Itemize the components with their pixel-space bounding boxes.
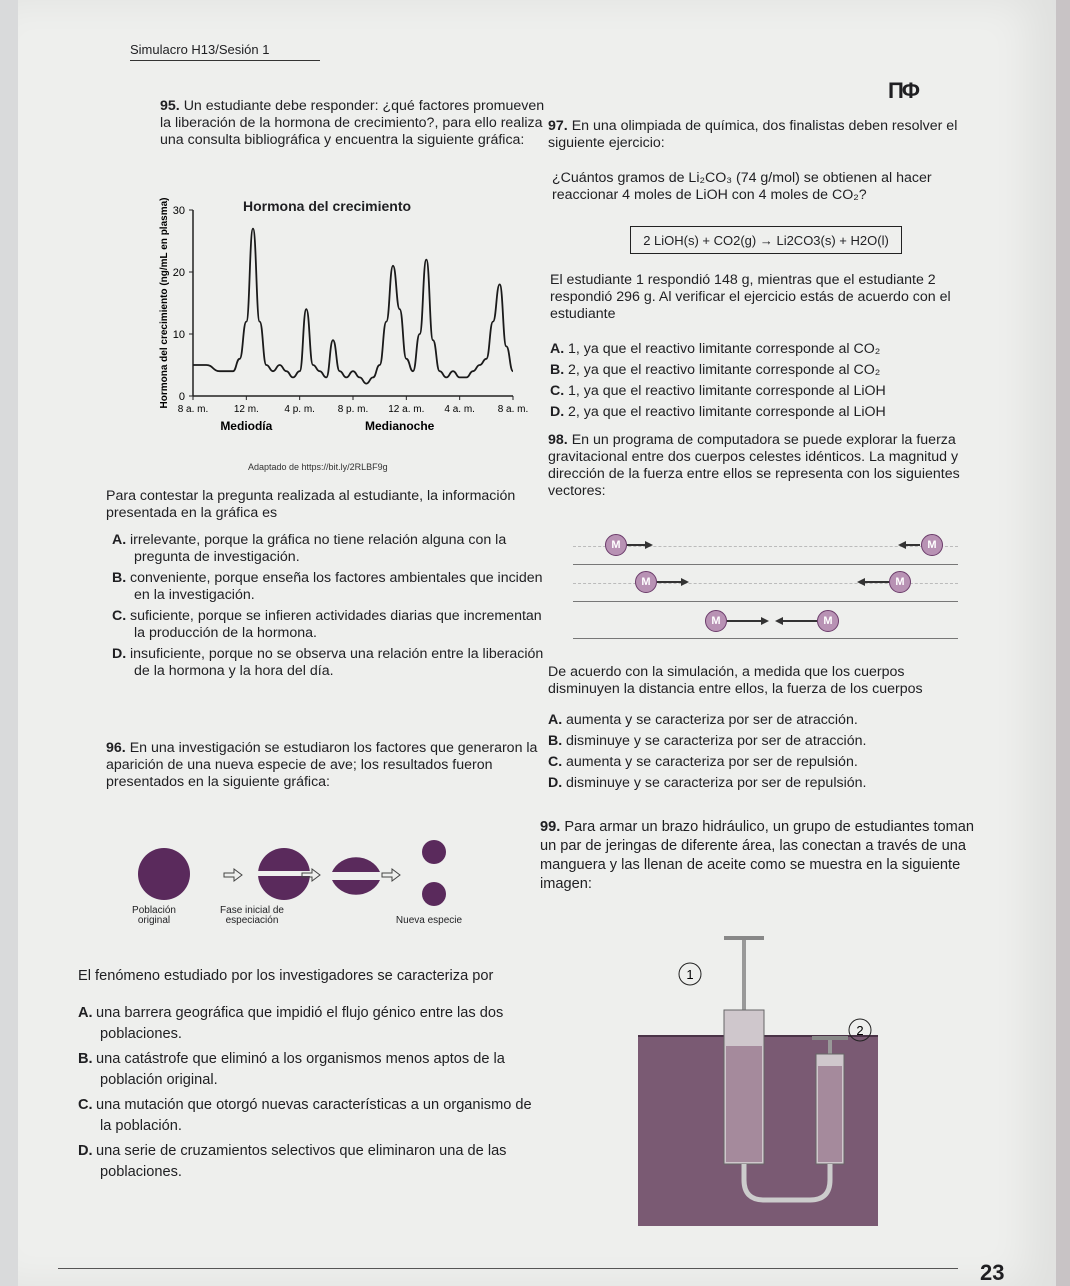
option-d (112, 646, 546, 680)
option-text: aumenta y se caracteriza por ser de atracción. (566, 712, 858, 728)
question-98-answers (548, 664, 968, 792)
vector-row-middle (573, 565, 958, 602)
question-text: En un programa de computadora se puede explorar la fuerza gravitacional entre dos cuerpos celestes idénticos. La magnitud y dirección de la fuerza entre ellos se representa con los siguientes vectores: (548, 432, 960, 499)
option-text: disminuye y se caracteriza por ser de repulsión. (566, 775, 867, 791)
vector-row-near (573, 602, 958, 639)
option-d (550, 404, 968, 421)
option-text: 2, ya que el reactivo limitante corresponde al LiOH (568, 404, 886, 420)
mass-circle: M (635, 571, 657, 593)
mass-circle: M (817, 610, 839, 632)
mass-circle: M (889, 571, 911, 593)
option-b (78, 1049, 538, 1091)
option-text: una catástrofe que eliminó a los organismos menos aptos de la población original. (96, 1051, 505, 1088)
chemistry-question: ¿Cuántos gramos de Li₂CO₃ (74 g/mol) se obtienen al hacer reaccionar 4 moles de LiOH con 4 moles de CO₂? (552, 170, 932, 203)
new-species-circle-2 (422, 882, 446, 906)
arrow-right-icon (761, 617, 769, 625)
syringe-1-label: 1 (686, 967, 694, 982)
original-population-circle (138, 848, 190, 900)
option-text: 1, ya que el reactivo limitante corresponde al CO₂ (568, 341, 881, 357)
label-new-species: Nueva especie (395, 915, 463, 926)
option-a (112, 532, 546, 566)
option-letter: D. (78, 1143, 93, 1159)
option-text: 1, ya que el reactivo limitante corresponde al LiOH (568, 383, 886, 399)
question-99 (540, 818, 980, 894)
hydraulic-syringes-diagram (638, 936, 998, 1236)
option-letter: A. (548, 712, 563, 728)
chart-source: Adaptado de https://bit.ly/2RLBF9g (248, 462, 388, 472)
plunger-1 (742, 940, 746, 1010)
option-letter: A. (550, 341, 565, 357)
arrow-icon (224, 869, 242, 881)
arrow-icon (382, 869, 400, 881)
mass-circle: M (921, 534, 943, 556)
option-letter: C. (548, 754, 563, 770)
arrow-right-icon (645, 541, 653, 549)
exam-page (18, 0, 1058, 1286)
question-number: 98. (548, 432, 568, 448)
options-list (106, 532, 546, 680)
x-tick-label: 12 a. m. (388, 404, 425, 415)
option-a (78, 1003, 538, 1045)
x-tick-label: 4 p. m. (284, 404, 315, 415)
x-tick-label: 8 a. m. (497, 404, 529, 415)
option-letter: D. (112, 646, 127, 662)
question-prompt: El fenómeno estudiado por los investigadores se caracteriza por (78, 968, 494, 984)
label-original-population: Población original (132, 905, 176, 926)
question-number: 97. (548, 118, 568, 134)
option-a (550, 341, 968, 358)
option-c (550, 383, 968, 400)
x-marker-label: Mediodía (220, 419, 273, 433)
x-tick-label: 8 a. m. (177, 404, 209, 415)
question-98 (548, 432, 968, 500)
mass-circle: M (605, 534, 627, 556)
option-a (548, 712, 968, 729)
new-species-circle-1 (422, 840, 446, 864)
option-text: suficiente, porque se infieren actividades diarias que incrementan la producción de la hormona. (130, 608, 542, 641)
growth-hormone-chart (153, 196, 529, 460)
plunger-2 (828, 1040, 832, 1054)
mass-circle: M (705, 610, 727, 632)
option-c (78, 1095, 538, 1137)
option-text: insuficiente, porque no se observa una relación entre la liberación de la hormona y la hora del día. (130, 646, 544, 679)
speciation-diagram (136, 836, 466, 916)
option-letter: D. (550, 404, 565, 420)
question-text: Un estudiante debe responder: ¿qué factores promueven la liberación de la hormona de crecimiento?, para ello realiza una consulta bibliográfica y encuentra la siguiente gráfica: (160, 98, 545, 148)
option-text: 2, ya que el reactivo limitante corresponde al CO₂ (568, 362, 881, 378)
label-initial-phase: Fase inicial de especiación (220, 905, 284, 926)
arrow-left-icon (898, 541, 906, 549)
x-tick-label: 12 m. (233, 404, 259, 415)
options-list (78, 1003, 538, 1183)
exam-header: Simulacro H13/Sesión 1 (130, 42, 270, 57)
question-97 (548, 118, 968, 204)
question-96-answers (78, 966, 538, 1183)
option-text: irrelevante, porque la gráfica no tiene relación alguna con la pregunta de investigación. (130, 532, 507, 565)
x-tick-label: 8 p. m. (337, 404, 369, 415)
question-97-answers (550, 272, 968, 421)
option-letter: C. (112, 608, 127, 624)
syringe-2-label: 2 (856, 1023, 864, 1038)
option-letter: B. (78, 1051, 93, 1067)
footer-divider (58, 1268, 958, 1269)
header-divider (130, 60, 320, 61)
question-number: 96. (106, 740, 126, 756)
option-letter: B. (112, 570, 127, 586)
publisher-logo: ΠΦ (888, 78, 918, 103)
option-letter: C. (78, 1097, 93, 1113)
y-tick-label: 20 (172, 267, 185, 279)
y-axis-label: Hormona del crecimiento (ng/mL en plasma) (159, 197, 170, 409)
question-95-answers (106, 488, 546, 680)
question-number: 99. (540, 819, 561, 835)
option-text: una serie de cruzamientos selectivos que eliminaron una de las poblaciones. (96, 1143, 507, 1180)
x-marker-label: Medianoche (364, 419, 435, 433)
option-text: disminuye y se caracteriza por ser de atracción. (566, 733, 867, 749)
option-text: una barrera geográfica que impidió el flujo génico entre las dos poblaciones. (96, 1005, 504, 1042)
option-b (112, 570, 546, 604)
y-tick-label: 0 (178, 391, 185, 403)
option-text: aumenta y se caracteriza por ser de repulsión. (566, 754, 858, 770)
option-d (78, 1141, 538, 1183)
y-tick-label: 10 (172, 329, 185, 341)
option-d (548, 775, 968, 792)
question-prompt: De acuerdo con la simulación, a medida que los cuerpos disminuyen la distancia entre ellos, la fuerza de los cuerpos (548, 664, 923, 697)
option-text: conveniente, porque enseña los factores ambientales que inciden en la investigación. (130, 570, 543, 603)
option-letter: B. (548, 733, 563, 749)
question-text: Para armar un brazo hidráulico, un grupo de estudiantes toman un par de jeringas de diferente área, las conectan a través de una manguera y las llenan de aceite como se muestra en la siguiente imagen: (540, 819, 975, 892)
option-letter: A. (112, 532, 127, 548)
question-statement: El estudiante 1 respondió 148 g, mientras que el estudiante 2 respondió 296 g. Al verificar el ejercicio estás de acuerdo con el estudiante (550, 272, 951, 322)
option-letter: D. (548, 775, 563, 791)
option-letter: A. (78, 1005, 93, 1021)
option-c (548, 754, 968, 771)
option-b (548, 733, 968, 750)
x-tick-label: 4 a. m. (444, 404, 475, 415)
option-b (550, 362, 968, 379)
options-list (548, 712, 968, 792)
force-vectors-panel (573, 528, 958, 638)
option-c (112, 608, 546, 642)
question-prompt: Para contestar la pregunta realizada al estudiante, la información presentada en la gráfica es (106, 488, 516, 521)
arrow-left-icon (775, 617, 783, 625)
option-letter: B. (550, 362, 565, 378)
chemical-equation: 2 LiOH(s) + CO2(g) → Li2CO3(s) + H2O(l) (630, 226, 902, 254)
options-list (550, 341, 968, 421)
question-number: 95. (160, 98, 180, 114)
option-text: una mutación que otorgó nuevas características a un organismo de la población. (96, 1097, 532, 1134)
background-edge (1056, 0, 1070, 1286)
chart-title: Hormona del crecimiento (243, 198, 412, 214)
arrow-left-icon (857, 578, 865, 586)
series-line (193, 229, 513, 384)
question-text: En una olimpiada de química, dos finalistas deben resolver el siguiente ejercicio: (548, 118, 958, 151)
option-letter: C. (550, 383, 565, 399)
question-95 (160, 98, 550, 149)
arrow-right-icon (681, 578, 689, 586)
y-tick-label: 30 (172, 205, 185, 217)
page-number: 23 (980, 1260, 1005, 1285)
question-96 (106, 740, 546, 791)
vector-row-far (573, 528, 958, 565)
question-text: En una investigación se estudiaron los factores que generaron la aparición de una nueva especie de ave; los resultados fueron presentados en la siguiente gráfica: (106, 740, 538, 790)
